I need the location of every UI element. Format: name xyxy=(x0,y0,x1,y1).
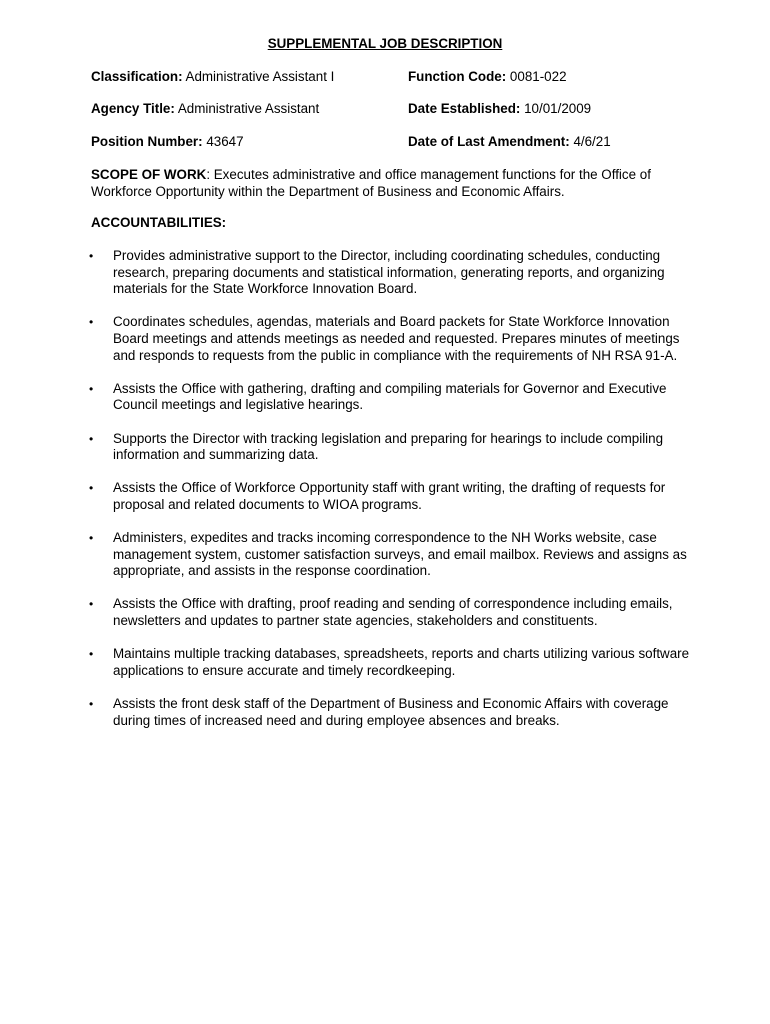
bullet-icon: • xyxy=(89,597,94,612)
accountability-item xyxy=(91,431,691,464)
function-code-label: Function Code: xyxy=(408,69,507,84)
accountability-item xyxy=(91,248,691,298)
bullet-icon: • xyxy=(89,249,94,263)
accountability-text: Provides administrative support to the Director, including coordinating schedules, conducting research, preparing documents and statistical information, generating reports, and organizing materials for the State Workforce Innovation Board. xyxy=(113,248,665,297)
accountability-text: Administers, expedites and tracks incoming correspondence to the NH Works website, case management system, customer satisfaction surveys, and email mailbox. Reviews and assigns as appropriate, and assists in the response coordination. xyxy=(113,530,687,579)
scope-of-work-label: SCOPE OF WORK xyxy=(91,167,207,182)
date-last-amendment-field xyxy=(408,133,611,150)
accountability-text: Coordinates schedules, agendas, materials and Board packets for State Workforce Innovation Board meetings and attends meetings as needed and requested. Prepares minutes of meetings and responds to requests from the public in compliance with the requirements of NH RSA 91-A. xyxy=(113,314,680,363)
bullet-icon: • xyxy=(89,697,94,712)
classification-value: Administrative Assistant I xyxy=(185,69,335,84)
document-title: SUPPLEMENTAL JOB DESCRIPTION xyxy=(267,36,503,51)
function-code-value: 0081-022 xyxy=(509,69,567,84)
accountability-text: Assists the Office with gathering, drafting and compiling materials for Governor and Executive Council meetings and legislative hearings. xyxy=(113,380,667,413)
date-established-field xyxy=(408,100,591,117)
bullet-icon: • xyxy=(89,531,94,546)
date-last-amendment-label: Date of Last Amendment: xyxy=(408,134,570,149)
accountability-item xyxy=(91,314,691,364)
accountabilities-list xyxy=(91,248,691,746)
accountability-item xyxy=(91,646,691,679)
date-last-amendment-value: 4/6/21 xyxy=(573,134,611,149)
accountability-item xyxy=(91,596,691,629)
accountability-text: Assists the Office with drafting, proof reading and sending of correspondence including emails, newsletters and updates to partner state agencies, stakeholders and constituents. xyxy=(113,596,673,629)
agency-title-field xyxy=(91,100,319,117)
position-number-field xyxy=(91,133,244,150)
classification-label: Classification: xyxy=(91,69,183,84)
scope-of-work-text: : Executes administrative and office management functions for the Office of Workforce Opportunity within the Department of Business and Economic Affairs. xyxy=(91,167,651,199)
accountability-item xyxy=(91,530,691,580)
accountability-text: Assists the Office of Workforce Opportunity staff with grant writing, the drafting of requests for proposal and related documents to WIOA programs. xyxy=(113,480,666,512)
date-established-value: 10/01/2009 xyxy=(524,101,592,116)
scope-of-work xyxy=(91,166,691,200)
accountability-item xyxy=(91,696,691,729)
meta-row-2 xyxy=(91,100,711,117)
bullet-icon: • xyxy=(89,315,94,330)
bullet-icon: • xyxy=(89,431,94,446)
function-code-field xyxy=(408,68,567,85)
date-established-label: Date Established: xyxy=(408,101,521,116)
bullet-icon: • xyxy=(89,481,94,496)
accountability-text: Supports the Director with tracking legislation and preparing for hearings to include compiling information and summarizing data. xyxy=(113,430,664,463)
accountabilities-heading: ACCOUNTABILITIES: xyxy=(91,215,227,230)
meta-row-1 xyxy=(91,68,711,85)
meta-row-3 xyxy=(91,133,711,150)
bullet-icon: • xyxy=(89,381,94,396)
accountability-text: Maintains multiple tracking databases, spreadsheets, reports and charts utilizing various software applications to ensure accurate and timely recordkeeping. xyxy=(113,646,690,678)
agency-title-label: Agency Title: xyxy=(91,101,175,116)
position-number-value: 43647 xyxy=(206,134,244,149)
agency-title-value: Administrative Assistant xyxy=(177,101,320,116)
classification-field xyxy=(91,68,334,85)
bullet-icon: • xyxy=(89,647,94,662)
accountability-item xyxy=(91,381,691,414)
position-number-label: Position Number: xyxy=(91,134,203,149)
accountability-item xyxy=(91,480,691,513)
accountability-text: Assists the front desk staff of the Department of Business and Economic Affairs with coverage during times of increased need and during employee absences and breaks. xyxy=(113,696,669,728)
